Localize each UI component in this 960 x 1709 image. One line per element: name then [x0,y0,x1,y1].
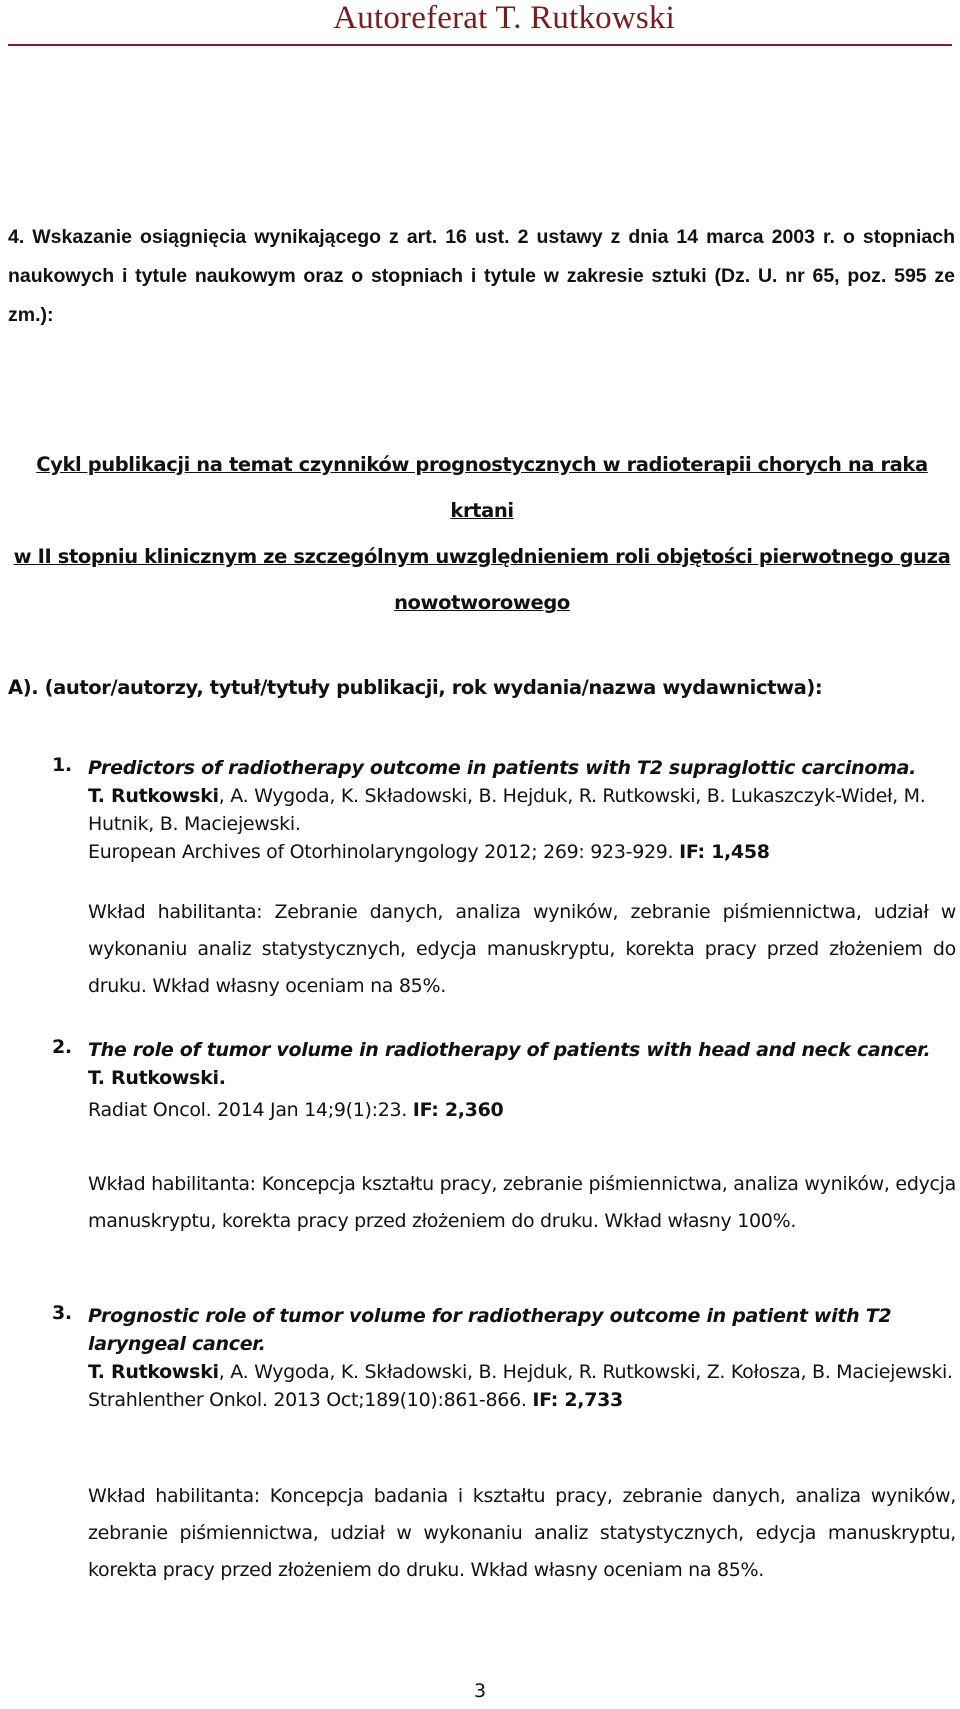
publication-title: The role of tumor volume in radiotherapy of patients with head and neck cancer. [88,1039,931,1061]
header-title: Autoreferat T. Rutkowski [333,0,675,36]
impact-factor: IF: 2,360 [412,1099,504,1121]
section-a-heading: A). (autor/autorzy, tytuł/tytuły publikacji, rok wydania/nazwa wydawnictwa): [8,676,823,699]
cycle-title [8,442,956,626]
journal-citation: Radiat Oncol. 2014 Jan 14;9(1):23. [88,1099,408,1121]
publication-authors [88,1358,956,1386]
publication-journal [88,1386,956,1414]
header-rule [8,44,952,46]
cycle-title-line-1: Cykl publikacji na temat czynników prognostycznych w radioterapii chorych na raka krtani [36,453,928,522]
publication-number: 1. [52,754,72,776]
publication-journal [88,838,956,866]
publication-authors [88,782,956,838]
lead-author: T. Rutkowski [88,785,219,807]
journal-citation: European Archives of Otorhinolaryngology 2012; 269: 923-929. [88,841,674,863]
coauthors: , A. Wygoda, K. Składowski, B. Hejduk, R. Rutkowski, Z. Kołosza, B. Maciejewski. [218,1361,953,1383]
cycle-title-line-3: nowotworowego [394,591,570,614]
impact-factor: IF: 1,458 [679,841,770,863]
page-header [0,0,960,48]
publication-title: Predictors of radiotherapy outcome in patients with T2 supraglottic carcinoma. [88,757,917,779]
publication-number: 3. [52,1302,72,1324]
publication-title: Prognostic role of tumor volume for radiotherapy outcome in patient with T2 laryngeal cancer. [88,1305,892,1355]
cycle-title-line-2: w II stopniu klinicznym ze szczególnym uwzględnieniem roli objętości pierwotnego guza [13,545,951,568]
journal-citation: Strahlenther Onkol. 2013 Oct;189(10):861-866. [88,1389,527,1411]
page-number: 3 [473,1680,487,1702]
publication-authors: T. Rutkowski. [88,1067,226,1089]
publication-journal [88,1096,956,1124]
coauthors: , A. Wygoda, K. Składowski, B. Hejduk, R. Rutkowski, B. Lukaszczyk-Wideł, M. Hutnik, B. Maciejewski. [88,785,926,835]
impact-factor: IF: 2,733 [532,1389,623,1411]
lead-author: T. Rutkowski [88,1361,219,1383]
publication-3-contribution: Wkład habilitanta: Koncepcja badania i kształtu pracy, zebranie danych, analiza wyników, zebranie piśmiennictwa, udział w wykonaniu analiz statystycznych, edycja manuskryptu, korekta pracy przed złożeniem do druku. Wkład własny oceniam na 85%. [88,1485,956,1581]
publication-1-contribution: Wkład habilitanta: Zebranie danych, analiza wyników, zebranie piśmiennictwa, udział w wykonaniu analiz statystycznych, edycja manuskryptu, korekta pracy przed złożeniem do druku. Wkład własny oceniam na 85%. [88,901,956,997]
publication-number: 2. [52,1036,72,1058]
section-4-heading: 4. Wskazanie osiągnięcia wynikającego z art. 16 ust. 2 ustawy z dnia 14 marca 2003 r. o stopniach naukowych i tytule naukowym oraz o stopniach i tytule w zakresie sztuki (Dz. U. nr 65, poz. 595 ze zm.): [8,226,955,326]
publication-2-contribution: Wkład habilitanta: Koncepcja kształtu pracy, zebranie piśmiennictwa, analiza wyników, edycja manuskryptu, korekta pracy przed złożeniem do druku. Wkład własny 100%. [88,1173,956,1232]
